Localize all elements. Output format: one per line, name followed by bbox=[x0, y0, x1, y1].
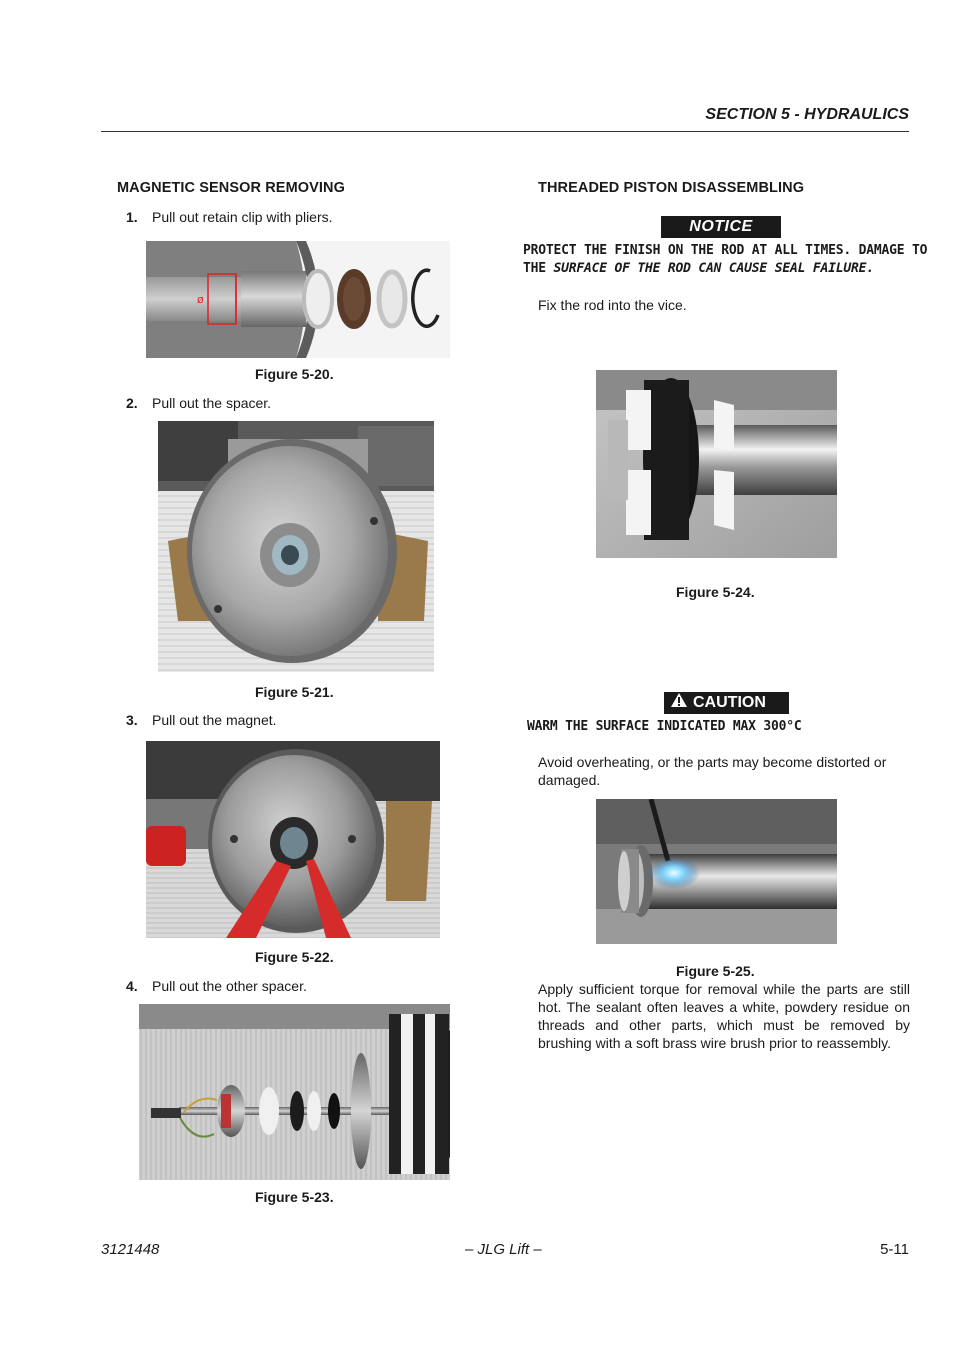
figure-5-22-caption: Figure 5-22. bbox=[255, 949, 334, 965]
torque-paragraph bbox=[538, 980, 910, 1052]
figure-5-21-image bbox=[158, 421, 434, 672]
figure-5-23-caption: Figure 5-23. bbox=[255, 1189, 334, 1205]
figure-5-21-caption: Figure 5-21. bbox=[255, 684, 334, 700]
step-text: Pull out retain clip with pliers. bbox=[152, 209, 333, 225]
step-number: 1. bbox=[126, 209, 138, 225]
overheat-text-line1: Avoid overheating, or the parts may become distorted or bbox=[538, 754, 887, 770]
header-rule bbox=[101, 131, 909, 132]
footer-doc-number: 3121448 bbox=[101, 1241, 160, 1258]
figure-5-25-caption: Figure 5-25. bbox=[676, 963, 755, 979]
step-text: Pull out the magnet. bbox=[152, 712, 277, 728]
figure-5-20-caption: Figure 5-20. bbox=[255, 366, 334, 382]
torque-line-3: threads and other parts, which must be removed by bbox=[538, 1017, 910, 1033]
caution-badge bbox=[664, 692, 789, 714]
step-4 bbox=[126, 978, 307, 994]
torque-line-4: brushing with a soft brass wire brush prior to reassembly. bbox=[538, 1035, 891, 1051]
figure-5-23-image bbox=[139, 1004, 450, 1180]
fix-rod-text: Fix the rod into the vice. bbox=[538, 297, 687, 313]
step-3 bbox=[126, 712, 277, 728]
heading-magnetic-sensor-removing: MAGNETIC SENSOR REMOVING bbox=[117, 180, 345, 196]
footer-page-number: 5-11 bbox=[880, 1241, 909, 1258]
torque-line-1: Apply sufficient torque for removal while the parts are still bbox=[538, 981, 910, 997]
section-title: SECTION 5 - HYDRAULICS bbox=[705, 106, 909, 123]
caution-label: CAUTION bbox=[693, 694, 766, 711]
step-2 bbox=[126, 395, 271, 411]
notice-text-line2-italic: SURFACE OF THE ROD CAN CAUSE SEAL FAILURE. bbox=[553, 261, 874, 276]
figure-5-25-image bbox=[596, 799, 837, 944]
torque-line-2: hot. The sealant often leaves a white, powdery residue on bbox=[538, 999, 910, 1015]
warning-triangle-icon bbox=[670, 692, 688, 715]
notice-text-line1: PROTECT THE FINISH ON THE ROD AT ALL TIMES. DAMAGE TO bbox=[523, 243, 928, 258]
figure-5-22-image bbox=[146, 741, 440, 938]
heading-threaded-piston-disassembling: THREADED PISTON DISASSEMBLING bbox=[538, 180, 805, 196]
figure-5-20-image bbox=[146, 241, 450, 358]
step-text: Pull out the spacer. bbox=[152, 395, 272, 411]
overheat-text-line2: damaged. bbox=[538, 772, 601, 788]
figure-5-20-diameter-mark: ø bbox=[197, 293, 204, 306]
notice-text-line2 bbox=[523, 260, 874, 278]
step-1 bbox=[126, 209, 333, 225]
step-number: 2. bbox=[126, 395, 138, 411]
caution-text: WARM THE SURFACE INDICATED MAX 300°C bbox=[527, 719, 802, 734]
notice-badge: NOTICE bbox=[661, 216, 781, 238]
notice-text-line2-lead: THE bbox=[523, 261, 554, 276]
figure-5-24-image bbox=[596, 370, 837, 558]
step-text: Pull out the other spacer. bbox=[152, 978, 307, 994]
step-number: 3. bbox=[126, 712, 138, 728]
figure-5-24-caption: Figure 5-24. bbox=[676, 584, 755, 600]
step-number: 4. bbox=[126, 978, 138, 994]
footer-brand: – JLG Lift – bbox=[465, 1241, 542, 1258]
